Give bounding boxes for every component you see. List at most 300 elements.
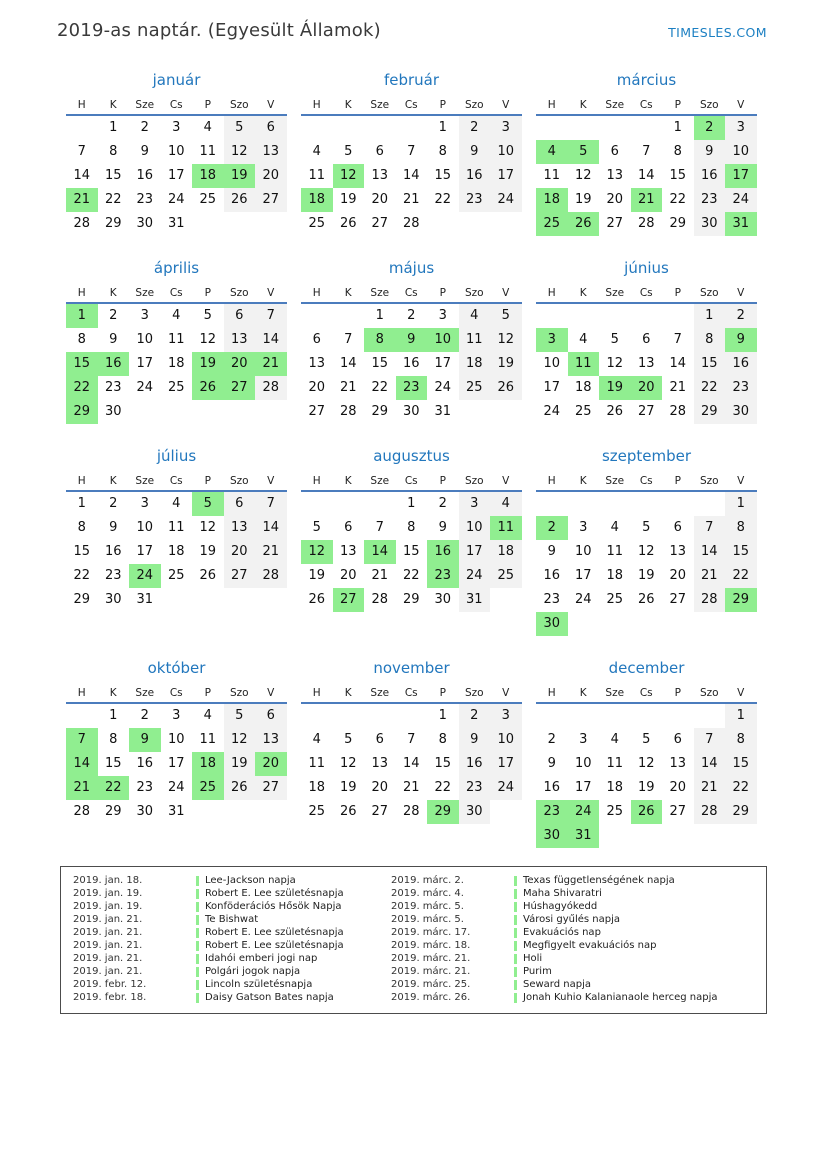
legend-holiday-name: Seward napja [523, 979, 591, 990]
empty-cell [662, 824, 694, 848]
legend-holiday-name: Megfigyelt evakuációs nap [523, 940, 657, 951]
day-cell: 5 [610, 332, 619, 347]
day-header: Sze [129, 96, 161, 116]
day-cell: 25 [490, 564, 522, 588]
empty-cell [662, 612, 694, 636]
day-header: H [536, 284, 568, 304]
day-cell: 30 [136, 216, 154, 231]
empty-cell [599, 704, 631, 728]
day-cell: 3 [490, 116, 522, 140]
month-calendar [536, 96, 757, 236]
empty-cell [568, 304, 600, 328]
day-cell: 1 [77, 496, 86, 511]
day-header: K [333, 684, 365, 704]
day-header: H [536, 472, 568, 492]
legend-column-right [391, 874, 766, 1004]
holiday-marker-icon [514, 889, 517, 899]
day-cell: 11 [308, 756, 326, 771]
holiday-legend [60, 866, 767, 1014]
day-cell: 28 [637, 216, 655, 231]
day-cell: 10 [459, 516, 491, 540]
day-cell: 10 [427, 328, 459, 352]
holiday-marker-icon [514, 902, 517, 912]
month-calendar [301, 96, 522, 236]
day-header: Szo [459, 684, 491, 704]
day-cell: 30 [536, 824, 568, 848]
legend-row [61, 991, 391, 1004]
day-cell: 11 [459, 328, 491, 352]
day-cell: 22 [725, 776, 757, 800]
legend-holiday-name: Konföderációs Hősök Napja [205, 901, 342, 912]
empty-cell [66, 704, 98, 728]
day-cell: 15 [402, 544, 420, 559]
day-header: K [568, 96, 600, 116]
day-cell: 8 [438, 144, 447, 159]
site-link[interactable]: TIMESLES.COM [668, 25, 767, 40]
day-cell: 12 [637, 544, 655, 559]
day-cell: 26 [192, 376, 224, 400]
day-cell: 20 [606, 192, 624, 207]
day-cell: 24 [136, 380, 154, 395]
day-cell: 27 [606, 216, 624, 231]
day-cell: 22 [434, 780, 452, 795]
day-header: V [725, 472, 757, 492]
day-cell: 16 [543, 780, 561, 795]
day-cell: 7 [344, 332, 353, 347]
day-header: Sze [364, 472, 396, 492]
day-cell: 23 [459, 776, 491, 800]
day-header: Cs [161, 684, 193, 704]
day-cell: 28 [255, 376, 287, 400]
legend-holiday-name: Evakuációs nap [523, 927, 601, 938]
empty-cell [301, 304, 333, 328]
day-cell: 29 [725, 800, 757, 824]
legend-row [391, 939, 766, 952]
empty-cell [301, 492, 333, 516]
day-cell: 12 [199, 520, 217, 535]
day-cell: 6 [642, 332, 651, 347]
month-4 [66, 259, 287, 424]
day-cell: 11 [167, 332, 185, 347]
empty-cell [224, 800, 256, 824]
day-cell: 21 [371, 568, 389, 583]
day-cell: 3 [140, 308, 149, 323]
day-cell: 29 [371, 404, 389, 419]
day-cell: 5 [344, 144, 353, 159]
legend-date: 2019. márc. 4. [391, 888, 464, 899]
day-header: P [192, 472, 224, 492]
day-cell: 4 [610, 520, 619, 535]
day-cell: 1 [673, 120, 682, 135]
empty-cell [161, 588, 193, 612]
day-cell: 8 [725, 516, 757, 540]
day-header: P [662, 472, 694, 492]
day-cell: 24 [167, 192, 185, 207]
day-cell: 11 [568, 352, 600, 376]
month-title: december [608, 659, 685, 677]
day-cell: 28 [402, 804, 420, 819]
day-cell: 5 [224, 116, 256, 140]
legend-row [61, 939, 391, 952]
legend-row [61, 978, 391, 991]
page-header [0, 0, 827, 41]
legend-row [391, 926, 766, 939]
day-cell: 9 [459, 140, 491, 164]
day-cell: 5 [203, 308, 212, 323]
day-cell: 1 [694, 304, 726, 328]
day-cell: 21 [255, 540, 287, 564]
day-cell: 6 [255, 704, 287, 728]
day-cell: 27 [371, 804, 389, 819]
day-cell: 31 [434, 404, 452, 419]
empty-cell [427, 212, 459, 236]
day-header: Szo [694, 684, 726, 704]
day-header: P [192, 96, 224, 116]
day-cell: 21 [66, 776, 98, 800]
day-header: P [662, 96, 694, 116]
day-cell: 13 [255, 728, 287, 752]
day-cell: 3 [536, 328, 568, 352]
day-cell: 26 [339, 804, 357, 819]
day-cell: 3 [579, 732, 588, 747]
empty-cell [224, 400, 256, 424]
day-cell: 29 [694, 400, 726, 424]
holiday-marker-icon [196, 876, 199, 886]
day-cell: 14 [66, 752, 98, 776]
day-header: V [255, 96, 287, 116]
day-cell: 18 [301, 188, 333, 212]
day-header: Sze [599, 684, 631, 704]
day-header: Cs [631, 472, 663, 492]
day-cell: 15 [371, 356, 389, 371]
day-cell: 26 [224, 776, 256, 800]
day-cell: 14 [694, 752, 726, 776]
day-cell: 16 [402, 356, 420, 371]
empty-cell [364, 492, 396, 516]
day-cell: 15 [669, 168, 687, 183]
day-header: H [536, 684, 568, 704]
empty-cell [631, 304, 663, 328]
holiday-marker-icon [514, 993, 517, 1003]
day-cell: 8 [109, 732, 118, 747]
day-cell: 9 [396, 328, 428, 352]
holiday-marker-icon [514, 954, 517, 964]
day-cell: 9 [109, 332, 118, 347]
day-header: H [66, 472, 98, 492]
day-cell: 19 [599, 376, 631, 400]
day-header: K [98, 284, 130, 304]
day-cell: 4 [312, 144, 321, 159]
day-cell: 26 [308, 592, 326, 607]
holiday-marker-icon [196, 954, 199, 964]
legend-date: 2019. márc. 5. [391, 914, 464, 925]
day-cell: 30 [402, 404, 420, 419]
day-header: P [192, 284, 224, 304]
day-cell: 26 [490, 376, 522, 400]
day-cell: 18 [167, 544, 185, 559]
day-cell: 20 [631, 376, 663, 400]
day-cell: 27 [371, 216, 389, 231]
holiday-marker-icon [196, 993, 199, 1003]
day-cell: 19 [339, 192, 357, 207]
day-cell: 18 [308, 780, 326, 795]
day-cell: 23 [427, 564, 459, 588]
empty-cell [333, 492, 365, 516]
day-cell: 13 [371, 756, 389, 771]
day-cell: 9 [140, 144, 149, 159]
day-cell: 16 [459, 752, 491, 776]
month-title: november [373, 659, 450, 677]
day-cell: 22 [434, 192, 452, 207]
day-cell: 14 [402, 756, 420, 771]
day-cell: 8 [694, 328, 726, 352]
day-cell: 1 [375, 308, 384, 323]
day-cell: 30 [694, 212, 726, 236]
empty-cell [599, 824, 631, 848]
day-header: V [725, 96, 757, 116]
day-cell: 16 [459, 164, 491, 188]
empty-cell [490, 800, 522, 824]
day-cell: 22 [725, 564, 757, 588]
day-cell: 2 [459, 116, 491, 140]
day-header: Cs [396, 684, 428, 704]
empty-cell [161, 400, 193, 424]
day-cell: 6 [224, 492, 256, 516]
legend-row [61, 900, 391, 913]
month-3 [536, 71, 757, 236]
day-cell: 8 [364, 328, 396, 352]
day-cell: 22 [104, 192, 122, 207]
day-cell: 20 [669, 780, 687, 795]
day-cell: 7 [407, 144, 416, 159]
day-cell: 7 [407, 732, 416, 747]
day-cell: 4 [203, 120, 212, 135]
legend-date: 2019. márc. 5. [391, 901, 464, 912]
empty-cell [129, 400, 161, 424]
day-header: Sze [129, 684, 161, 704]
legend-date: 2019. febr. 12. [73, 979, 147, 990]
empty-cell [192, 400, 224, 424]
day-cell: 3 [490, 704, 522, 728]
day-cell: 9 [438, 520, 447, 535]
day-cell: 6 [610, 144, 619, 159]
day-cell: 12 [224, 728, 256, 752]
day-header: Cs [161, 472, 193, 492]
day-cell: 24 [568, 800, 600, 824]
day-header: Sze [599, 96, 631, 116]
day-cell: 24 [574, 592, 592, 607]
day-cell: 12 [490, 328, 522, 352]
day-cell: 16 [104, 544, 122, 559]
day-header: K [98, 472, 130, 492]
day-cell: 19 [490, 352, 522, 376]
empty-cell [301, 116, 333, 140]
empty-cell [662, 304, 694, 328]
day-header: Szo [694, 96, 726, 116]
empty-cell [536, 116, 568, 140]
month-11 [301, 659, 522, 848]
day-cell: 27 [224, 564, 256, 588]
day-cell: 23 [104, 380, 122, 395]
day-cell: 27 [333, 588, 365, 612]
month-title: január [152, 71, 201, 89]
day-cell: 8 [673, 144, 682, 159]
day-cell: 2 [459, 704, 491, 728]
day-cell: 25 [606, 592, 624, 607]
day-header: V [255, 284, 287, 304]
legend-date: 2019. jan. 21. [73, 927, 143, 938]
day-cell: 28 [694, 800, 726, 824]
day-header: Cs [396, 96, 428, 116]
day-header: Cs [631, 684, 663, 704]
day-cell: 31 [725, 212, 757, 236]
day-header: K [568, 472, 600, 492]
day-header: H [301, 96, 333, 116]
day-header: Sze [129, 284, 161, 304]
holiday-marker-icon [196, 941, 199, 951]
day-cell: 27 [669, 592, 687, 607]
legend-row [61, 887, 391, 900]
day-header: Szo [459, 472, 491, 492]
day-cell: 7 [673, 332, 682, 347]
day-header: K [98, 684, 130, 704]
empty-cell [631, 116, 663, 140]
month-7 [66, 447, 287, 636]
legend-holiday-name: Holi [523, 953, 543, 964]
empty-cell [536, 704, 568, 728]
empty-cell [192, 588, 224, 612]
month-title: július [156, 447, 197, 465]
day-cell: 4 [490, 492, 522, 516]
day-cell: 21 [694, 776, 726, 800]
day-header: V [490, 472, 522, 492]
holiday-marker-icon [514, 915, 517, 925]
day-header: Cs [161, 284, 193, 304]
day-header: P [427, 684, 459, 704]
day-cell: 1 [407, 496, 416, 511]
day-cell: 27 [308, 404, 326, 419]
legend-holiday-name: Városi gyűlés napja [523, 914, 621, 925]
day-cell: 11 [606, 756, 624, 771]
day-cell: 7 [642, 144, 651, 159]
day-cell: 13 [669, 756, 687, 771]
day-cell: 19 [224, 164, 256, 188]
month-calendar [536, 684, 757, 848]
day-cell: 2 [547, 732, 556, 747]
day-cell: 29 [669, 216, 687, 231]
empty-cell [694, 612, 726, 636]
day-cell: 19 [308, 568, 326, 583]
empty-cell [255, 212, 287, 236]
day-cell: 19 [637, 780, 655, 795]
day-cell: 25 [308, 804, 326, 819]
empty-cell [599, 304, 631, 328]
legend-holiday-name: Texas függetlenségének napja [523, 875, 675, 886]
day-cell: 9 [694, 140, 726, 164]
month-calendar [301, 472, 522, 612]
day-header: Sze [129, 472, 161, 492]
day-cell: 16 [136, 168, 154, 183]
empty-cell [255, 800, 287, 824]
day-cell: 17 [574, 568, 592, 583]
empty-cell [694, 492, 726, 516]
day-cell: 13 [224, 516, 256, 540]
empty-cell [459, 212, 491, 236]
legend-row [391, 913, 766, 926]
month-calendar [66, 684, 287, 824]
day-cell: 5 [642, 520, 651, 535]
day-cell: 21 [339, 380, 357, 395]
day-cell: 2 [407, 308, 416, 323]
day-cell: 19 [224, 752, 256, 776]
day-cell: 6 [224, 304, 256, 328]
day-cell: 2 [725, 304, 757, 328]
day-cell: 21 [631, 188, 663, 212]
day-cell: 16 [694, 164, 726, 188]
legend-date: 2019. márc. 21. [391, 966, 471, 977]
day-cell: 4 [459, 304, 491, 328]
day-cell: 13 [669, 544, 687, 559]
day-cell: 14 [637, 168, 655, 183]
day-cell: 30 [536, 612, 568, 636]
day-cell: 24 [434, 380, 452, 395]
day-cell: 27 [637, 404, 655, 419]
day-header: Szo [224, 96, 256, 116]
day-cell: 10 [574, 756, 592, 771]
day-header: V [490, 96, 522, 116]
legend-date: 2019. márc. 21. [391, 953, 471, 964]
day-cell: 26 [637, 592, 655, 607]
day-cell: 4 [579, 332, 588, 347]
day-cell: 19 [192, 352, 224, 376]
empty-cell [364, 116, 396, 140]
empty-cell [568, 116, 600, 140]
day-cell: 12 [606, 356, 624, 371]
day-cell: 15 [725, 752, 757, 776]
day-cell: 8 [725, 728, 757, 752]
day-cell: 21 [402, 780, 420, 795]
day-cell: 7 [375, 520, 384, 535]
day-cell: 27 [255, 188, 287, 212]
day-cell: 16 [98, 352, 130, 376]
legend-date: 2019. márc. 25. [391, 979, 471, 990]
day-header: V [490, 684, 522, 704]
month-calendar [66, 472, 287, 612]
day-cell: 26 [631, 800, 663, 824]
day-cell: 15 [73, 544, 91, 559]
day-cell: 7 [255, 304, 287, 328]
empty-cell [333, 304, 365, 328]
day-cell: 24 [543, 404, 561, 419]
day-cell: 24 [490, 188, 522, 212]
day-cell: 14 [669, 356, 687, 371]
legend-holiday-name: Daisy Gatson Bates napja [205, 992, 334, 1003]
legend-row [391, 991, 766, 1004]
day-cell: 6 [673, 520, 682, 535]
day-header: P [427, 284, 459, 304]
legend-date: 2019. jan. 18. [73, 875, 143, 886]
legend-holiday-name: Robert E. Lee születésnapja [205, 888, 344, 899]
empty-cell [662, 492, 694, 516]
day-cell: 9 [459, 728, 491, 752]
day-cell: 20 [371, 192, 389, 207]
month-1 [66, 71, 287, 236]
day-cell: 19 [339, 780, 357, 795]
holiday-marker-icon [196, 889, 199, 899]
legend-holiday-name: Jonah Kuhio Kalanianaole herceg napja [523, 992, 718, 1003]
day-cell: 10 [725, 140, 757, 164]
day-cell: 3 [172, 120, 181, 135]
